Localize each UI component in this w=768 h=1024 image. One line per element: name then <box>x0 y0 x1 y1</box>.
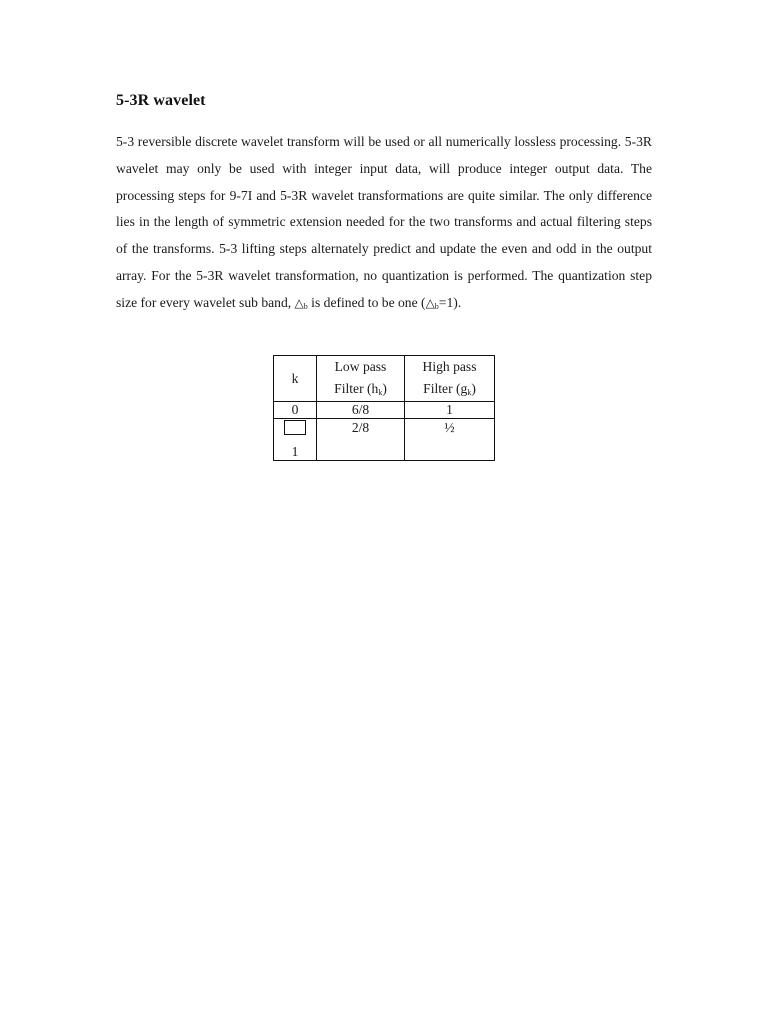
cell-low-pass-value: 2/8 <box>351 420 370 435</box>
header-low-pass-line2 <box>317 377 404 400</box>
cell-k <box>274 419 317 461</box>
empty-box-symbol <box>284 420 306 435</box>
header-high-pass-text: Filter (g <box>423 381 468 396</box>
header-low-pass-subscript: k <box>378 388 383 397</box>
header-high-pass-line2 <box>405 377 494 400</box>
header-high-pass-close: ) <box>471 381 476 396</box>
body-paragraph <box>116 129 652 317</box>
header-cell-k <box>274 356 317 402</box>
cell-high-pass-value: ½ <box>444 420 455 435</box>
header-cell-high-pass <box>405 356 495 402</box>
filter-coefficients-table <box>273 355 495 461</box>
cell-high-pass <box>405 419 495 461</box>
cell-low-pass: 6/8 <box>317 402 405 419</box>
table-row <box>274 402 495 419</box>
delta-subscript: b <box>303 301 308 311</box>
delta-symbol-2: △ <box>425 295 435 310</box>
header-k-label: k <box>291 371 299 386</box>
paragraph-text-part-1: 5-3 reversible discrete wavelet transform will be used or all numerically lossless processing. 5-3R wavelet may only be used with integer input data, will produce integer output data. The processing steps for 9-7I and 5-3R wavelet transformations are quite similar. The only difference lies in the length of symmetric extension needed for the two transforms and actual filtering steps of the transforms. 5-3 lifting steps alternately predict and update the even and odd in the output array. For the 5-3R wavelet transformation, no quantization is performed. The quantization step size for every wavelet sub band, <box>116 134 652 310</box>
header-cell-low-pass <box>317 356 405 402</box>
cell-high-pass: 1 <box>405 402 495 419</box>
paragraph-text-part-2: is defined to be one ( <box>307 294 426 310</box>
cell-k-value: 1 <box>291 444 299 459</box>
delta-symbol: △ <box>294 295 304 310</box>
header-high-pass-subscript: k <box>467 388 472 397</box>
table-row <box>274 419 495 461</box>
cell-k: 0 <box>274 402 317 419</box>
header-low-pass-text: Filter (h <box>334 381 379 396</box>
table-header-row <box>274 356 495 402</box>
cell-low-pass <box>317 419 405 461</box>
paragraph-text-part-3: =1). <box>438 294 462 310</box>
header-high-pass-line1: High pass <box>422 359 477 374</box>
header-low-pass-line1: Low pass <box>334 359 387 374</box>
delta-subscript-2: b <box>434 301 439 311</box>
header-low-pass-close: ) <box>382 381 387 396</box>
section-heading: 5-3R wavelet <box>116 92 206 109</box>
